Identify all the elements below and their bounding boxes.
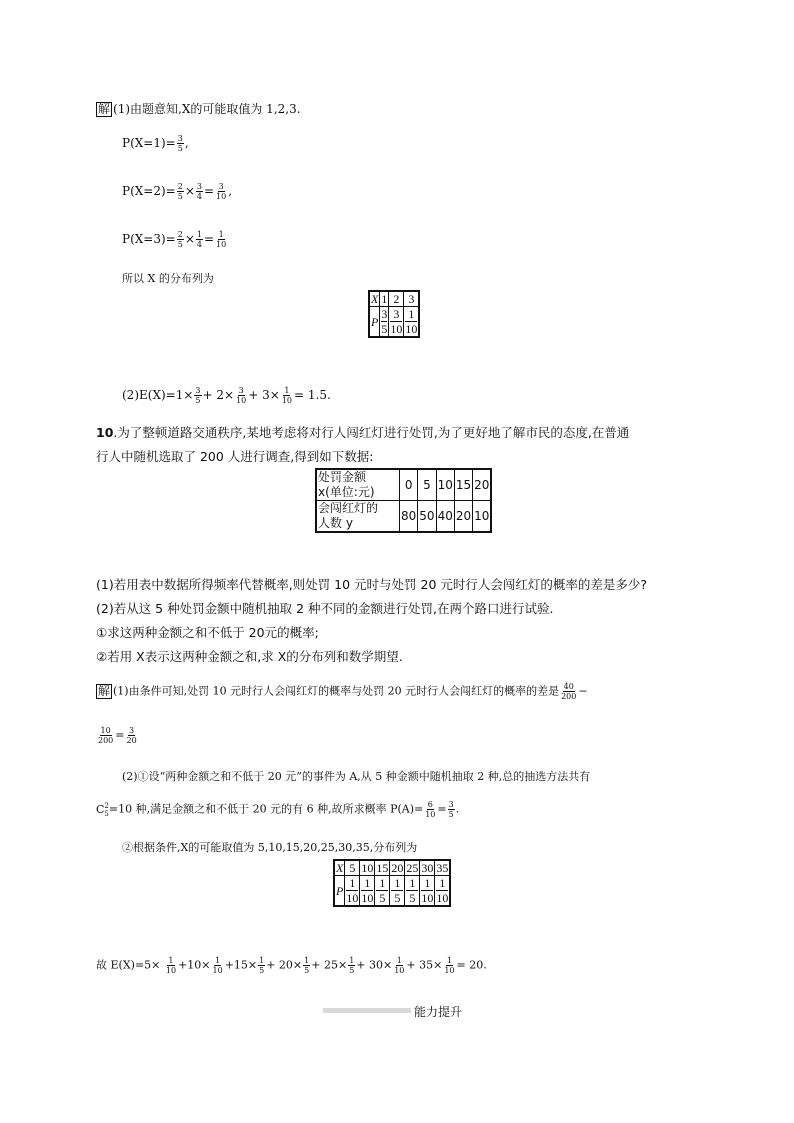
fraction: $\frac{3}{20}$ bbox=[126, 726, 137, 745]
solution-10-line4: ②根据条件,X的可能取值为 5,10,15,20,25,30,35,分布列为 bbox=[122, 841, 418, 854]
question-10-line1: 10.为了整顿道路交通秩序,某地考虑将对行人闯红灯进行处罚,为了更好地了解市民的态度,在普通 bbox=[96, 425, 630, 440]
x-label: X bbox=[336, 861, 344, 875]
table-cell: 1 5 bbox=[390, 876, 405, 907]
table-cell: 30 bbox=[421, 861, 434, 875]
question-10-sub2b: ②若用 X表示这两种金额之和,求 X的分布列和数学期望. bbox=[96, 649, 403, 664]
question-10-sub2: (2)若从这 5 种处罚金额中随机抽取 2 种不同的金额进行处罚,在两个路口进行试验. bbox=[96, 601, 554, 616]
fraction: $\frac{6}{10}$ bbox=[425, 800, 436, 819]
table-cell: 3 5 bbox=[381, 307, 388, 336]
table-cell: 0 bbox=[400, 469, 418, 501]
table-cell: 1 bbox=[381, 292, 388, 306]
solution-10-line1: 解 (1)由条件可知,处罚 10 元时行人会闯红灯的概率与处罚 20 元时行人会闯红灯的概率的差是 $\frac{40}{200}$ − bbox=[98, 682, 588, 701]
solution-badge: 解 bbox=[98, 683, 111, 698]
solution-10-line2: (2)①设“两种金额之和不低于 20 元”的事件为 A,从 5 种金额中随机抽取 2 种,总的抽选方法共有 bbox=[122, 770, 591, 783]
question-10-sub1: (1)若用表中数据所得频率代替概率,则处罚 10 元时与处罚 20 元时行人会闯红灯的概率的差是多少? bbox=[96, 577, 648, 592]
section-divider-bar bbox=[323, 1008, 411, 1013]
section-heading: 能力提升 bbox=[414, 1005, 463, 1019]
solution-10-line3: C 2 5 =10 种,满足金额之和不低于 20 元的有 6 种,故所求概率 P(A)= $\frac{6}{10}$ = $\frac{3}{5}$ . bbox=[96, 800, 460, 819]
table-cell: 20 bbox=[391, 861, 404, 875]
table-cell: 3 bbox=[404, 291, 420, 307]
table-row bbox=[316, 501, 491, 533]
distribution-table-10 bbox=[333, 859, 451, 907]
table-row bbox=[334, 860, 450, 876]
solution-10-line1-cont: $\frac{10}{200}$ = $\frac{3}{20}$ bbox=[98, 726, 137, 745]
table-row bbox=[334, 876, 450, 907]
question-10-sub2a: ①求这两种金额之和不低于 20元的概率; bbox=[96, 625, 319, 640]
table-cell: 25 bbox=[406, 861, 419, 875]
table-cell: 5 bbox=[345, 860, 360, 876]
row-label: 会闯红灯的 人数 y bbox=[316, 501, 400, 533]
solution-badge: 解 bbox=[98, 102, 111, 116]
table-cell: 15 bbox=[376, 861, 389, 875]
table-cell: 3 10 bbox=[390, 307, 403, 336]
table-row bbox=[369, 291, 419, 307]
table-cell: 1 5 bbox=[405, 876, 420, 907]
table-cell: 15 bbox=[454, 469, 472, 501]
fraction: $\frac{3}{10}$ bbox=[216, 182, 227, 201]
solution-9-line1: 解 (1)由题意知,X的可能取值为 1,2,3. bbox=[98, 102, 301, 116]
distribution-table-9 bbox=[368, 290, 420, 338]
fraction: $\frac{2}{5}$ bbox=[177, 230, 183, 249]
table-cell: 10 bbox=[436, 469, 454, 501]
p-label: P bbox=[334, 876, 345, 907]
fraction: $\frac{3}{4}$ bbox=[196, 182, 202, 201]
row-label: 处罚金额 x(单位:元) bbox=[316, 469, 400, 501]
question-number: 10 bbox=[96, 425, 114, 440]
table-cell: 50 bbox=[418, 501, 436, 533]
fraction: $\frac{3}{5}$ bbox=[177, 134, 183, 153]
table-cell: 20 bbox=[473, 469, 492, 501]
table-cell: 1 10 bbox=[405, 307, 418, 336]
table-cell: 35 bbox=[436, 861, 449, 875]
fraction: $\frac{1}{10}$ bbox=[216, 230, 227, 249]
data-table-10 bbox=[315, 468, 492, 533]
table-cell: 1 10 bbox=[436, 876, 449, 905]
expectation-10: 故 E(X)=5× $\frac{1}{10}$ +10× $\frac{1}{10}$ +15× $\frac{1}{5}$ + 20× $\frac{1}{5}$ + 25× $\frac{1}{5}$ + 30× $\frac{1}{10}$ + 35× $\frac{1}{10}$ = 20. bbox=[96, 956, 487, 975]
p-x-eq-1: P(X=1)= $\frac{3}{5}$ , bbox=[122, 134, 189, 153]
table-cell: 1 10 bbox=[361, 876, 374, 905]
expectation-9: (2)E(X)=1× $\frac{3}{5}$ + 2× $\frac{3}{10}$ + 3× $\frac{1}{10}$ = 1.5. bbox=[122, 386, 331, 405]
table-cell: 40 bbox=[436, 501, 454, 533]
p-x-eq-2: P(X=2)= $\frac{2}{5}$ × $\frac{3}{4}$ = $\frac{3}{10}$ , bbox=[122, 182, 233, 201]
p-label: P bbox=[369, 307, 380, 338]
p-x-eq-3: P(X=3)= $\frac{2}{5}$ × $\frac{1}{4}$ = $\frac{1}{10}$ bbox=[122, 230, 227, 249]
table-cell: 10 bbox=[361, 861, 374, 875]
fraction: $\frac{3}{5}$ bbox=[448, 800, 454, 819]
fraction: $\frac{1}{4}$ bbox=[196, 230, 202, 249]
fraction: $\frac{2}{5}$ bbox=[177, 182, 183, 201]
table-cell: 80 bbox=[400, 501, 418, 533]
table-cell: 2 bbox=[389, 291, 404, 307]
table-cell: 1 10 bbox=[346, 876, 359, 905]
table-cell: 5 bbox=[418, 469, 436, 501]
x-label: X bbox=[371, 292, 379, 306]
combination: C 2 5 bbox=[96, 801, 109, 818]
table-cell: 20 bbox=[454, 501, 472, 533]
table-row bbox=[369, 307, 419, 338]
table-cell: 1 10 bbox=[421, 876, 434, 905]
fraction: $\frac{10}{200}$ bbox=[98, 726, 114, 745]
table-cell: 1 5 bbox=[375, 876, 390, 907]
question-10-line2: 行人中随机选取了 200 人进行调查,得到如下数据: bbox=[96, 449, 374, 464]
table-cell: 10 bbox=[473, 501, 492, 533]
fraction: $\frac{40}{200}$ bbox=[561, 682, 577, 701]
distribution-intro-9: 所以 X 的分布列为 bbox=[122, 272, 214, 285]
table-row bbox=[316, 469, 491, 501]
